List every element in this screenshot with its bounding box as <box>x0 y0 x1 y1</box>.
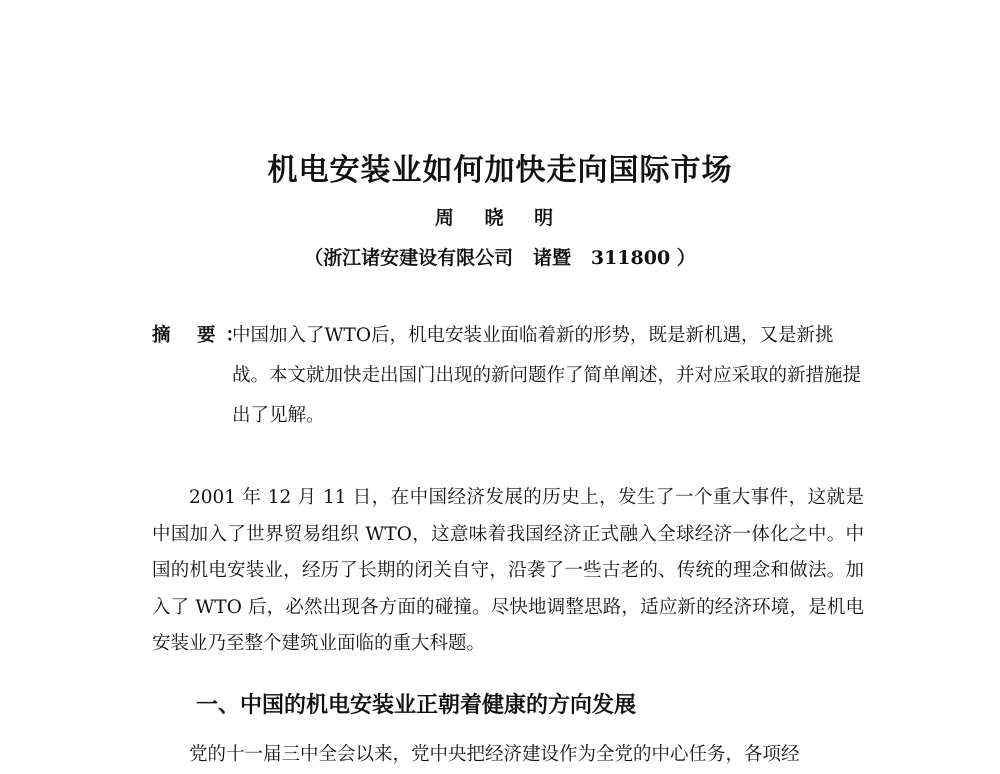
section-heading-1: 一、中国的机电安装业正朝着健康的方向发展 <box>196 692 637 718</box>
author-affiliation: （浙江诸安建设有限公司 诸暨 311800 ） <box>304 247 696 269</box>
body-paragraph-1: 2001 年 12 月 11 日，在中国经济发展的历史上，发生了一个重大事件，这就是中国加入了世界贸易组织 WTO，这意味着我国经济正式融入全球经济一体化之中。中国的机电安装业，经历了长期的闭关自守，沿袭了一些古老的、传统的理念和做法。加入了 WTO 后，必然出现各方面的碰撞。尽快地调整思路，适应新的经济环境，是机电安装业乃至整个建筑业面临的重大科题。 <box>152 487 864 654</box>
document-title: 机电安装业如何加快走向国际市场 <box>267 153 733 188</box>
author-name: 周 晓 明 <box>434 207 566 229</box>
body-paragraph-2: 党的十一届三中全会以来，党中央把经济建设作为全党的中心任务，各项经 <box>189 744 800 765</box>
abstract-block <box>152 316 867 436</box>
abstract-label: 摘 要： <box>152 325 254 346</box>
abstract-text: 中国加入了WTO后，机电安装业面临着新的形势，既是新机遇，又是新挑战。本文就加快走出国门出现的新问题作了简单阐述，并对应采取的新措施提出了见解。 <box>232 325 862 426</box>
